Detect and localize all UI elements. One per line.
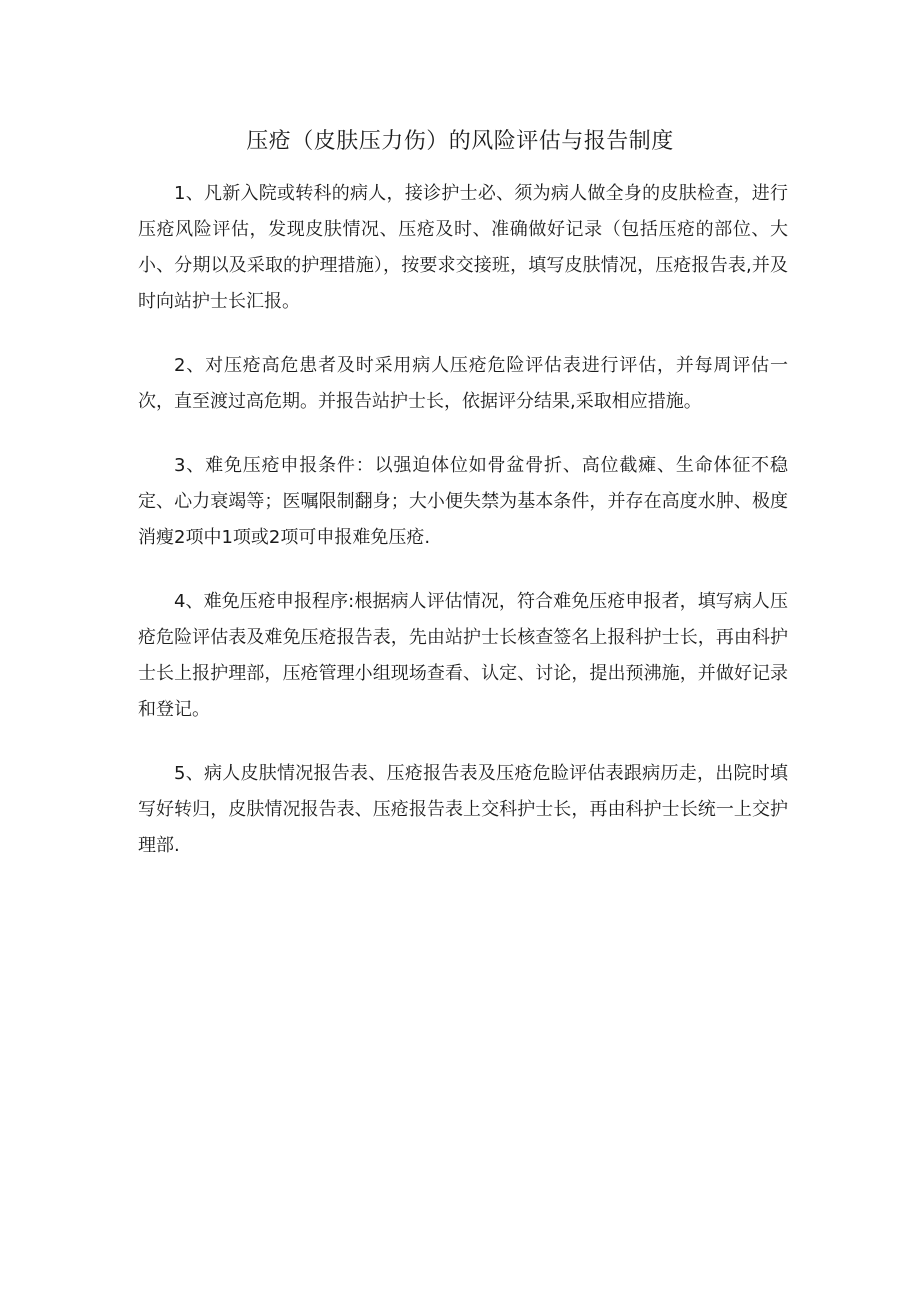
paragraph-2: 2、对压疮高危患者及时采用病人压疮危险评估表进行评估，并每周评估一次，直至渡过高危期。并报告站护士长，依据评分结果,采取相应措施。 xyxy=(138,355,788,412)
document-title: 压疮（皮肤压力伤）的风险评估与报告制度 xyxy=(246,129,674,154)
paragraph-3: 3、难免压疮申报条件：以强迫体位如骨盆骨折、高位截瘫、生命体征不稳定、心力衰竭等；医嘱限制翻身；大小便失禁为基本条件，并存在高度水肿、极度消瘦2项中1项或2项可申报难免压疮. xyxy=(138,455,788,548)
paragraph-5: 5、病人皮肤情况报告表、压疮报告表及压疮危睑评估表跟病历走，出院时填写好转归，皮肤情况报告表、压疮报告表上交科护士长，再由科护士长统一上交护理部. xyxy=(138,763,788,856)
paragraph-4: 4、难免压疮申报程序:根据病人评估情况，符合难免压疮申报者，填写病人压疮危险评估表及难免压疮报告表，先由站护士长核查签名上报科护士长，再由科护士长上报护理部，压疮管理小组现场查看、认定、讨论，提出预沸施，并做好记录和登记。 xyxy=(138,591,788,720)
document-body xyxy=(138,176,788,876)
paragraph-1: 1、凡新入院或转科的病人，接诊护士必、须为病人做全身的皮肤检查，进行压疮风险评估，发现皮肤情况、压疮及时、准确做好记录（包括压疮的部位、大小、分期以及采取的护理措施），按要求交接班，填写皮肤情况，压疮报告表,并及时向站护士长汇报。 xyxy=(138,183,788,312)
